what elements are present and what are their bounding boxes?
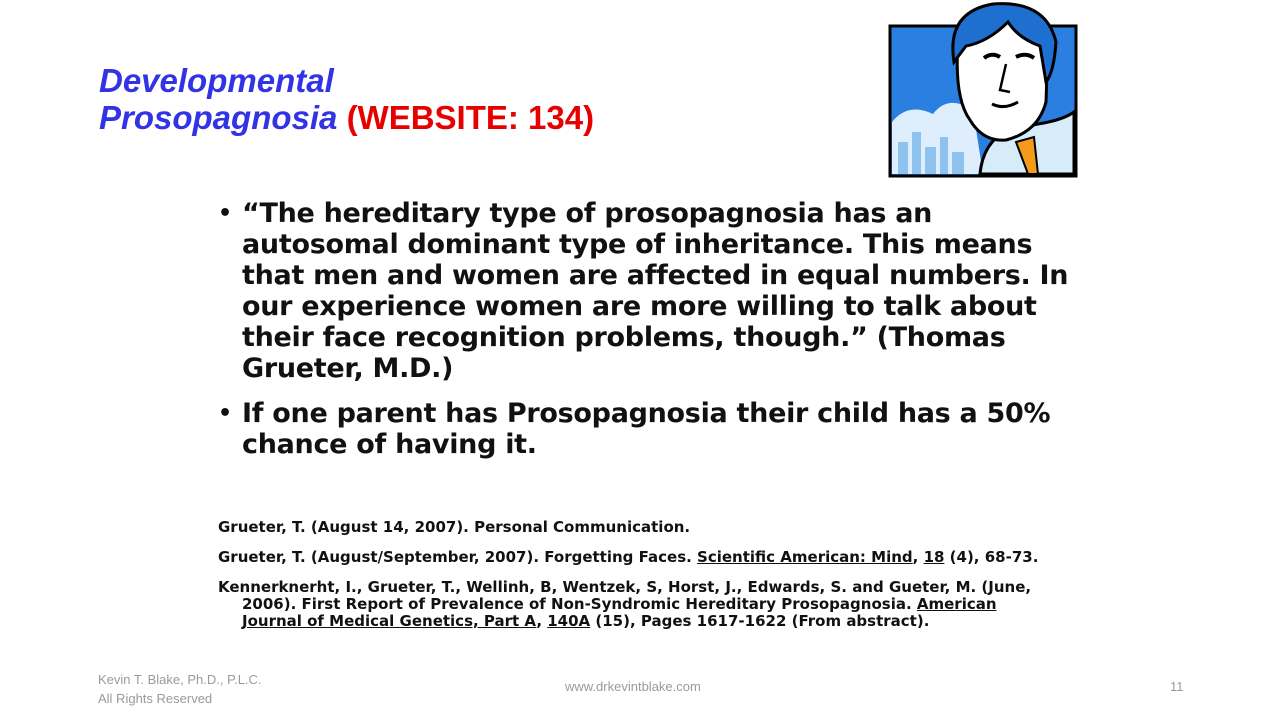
bullet-glyph: • xyxy=(218,401,232,426)
reference-2: Grueter, T. (August/September, 2007). Forgetting Faces. Scientific American: Mind, 18 (4), 68-73. xyxy=(218,548,1039,566)
journal-volume: 140A xyxy=(547,612,591,630)
bullet-text: If one parent has Prosopagnosia their child has a 50% chance of having it. xyxy=(242,398,1051,460)
journal-title: American Journal of Medical Genetics, Part A xyxy=(242,595,997,630)
references-section xyxy=(218,519,1058,643)
reference-3: Kennerknerht, I., Grueter, T., Wellinh, B, Wentzek, S, Horst, J., Edwards, S. and Gueter, M. (June, 2006). First Report of Prevalence of Non-Syndromic Hereditary Prosopagnosia. American Journal of Medical Genetics, Part A, 140A (15), Pages 1617-1622 (From abstract). xyxy=(218,578,1032,630)
reference-1: Grueter, T. (August 14, 2007). Personal Communication. xyxy=(218,518,691,536)
footer-website: www.drkevintblake.com xyxy=(565,679,701,694)
footer-author-line2: All Rights Reserved xyxy=(98,691,213,706)
bullet-item-quote xyxy=(218,198,1078,384)
footer-author xyxy=(98,670,262,708)
slide-title xyxy=(99,62,819,136)
bullet-item-chance xyxy=(218,398,1078,460)
journal-title: Scientific American: Mind xyxy=(697,548,913,566)
journal-volume: 18 xyxy=(923,548,945,566)
footer-page-number: 11 xyxy=(1170,679,1184,694)
bullet-glyph: • xyxy=(218,201,232,226)
title-line2: Prosopagnosia xyxy=(99,99,338,136)
bullet-list xyxy=(218,198,1078,474)
title-line1: Developmental xyxy=(99,62,334,99)
footer-author-line1: Kevin T. Blake, Ph.D., P.L.C. xyxy=(98,672,262,687)
title-website-accent: (WEBSITE: 134) xyxy=(346,99,595,136)
businessman-clipart-icon xyxy=(888,2,1078,178)
bullet-text: “The hereditary type of prosopagnosia has an autosomal dominant type of inheritance. This means that men and women are affected in equal numbers. In our experience women are more willing to talk about their face recognition problems, though.” (Thomas Grueter, M.D.) xyxy=(242,198,1069,384)
